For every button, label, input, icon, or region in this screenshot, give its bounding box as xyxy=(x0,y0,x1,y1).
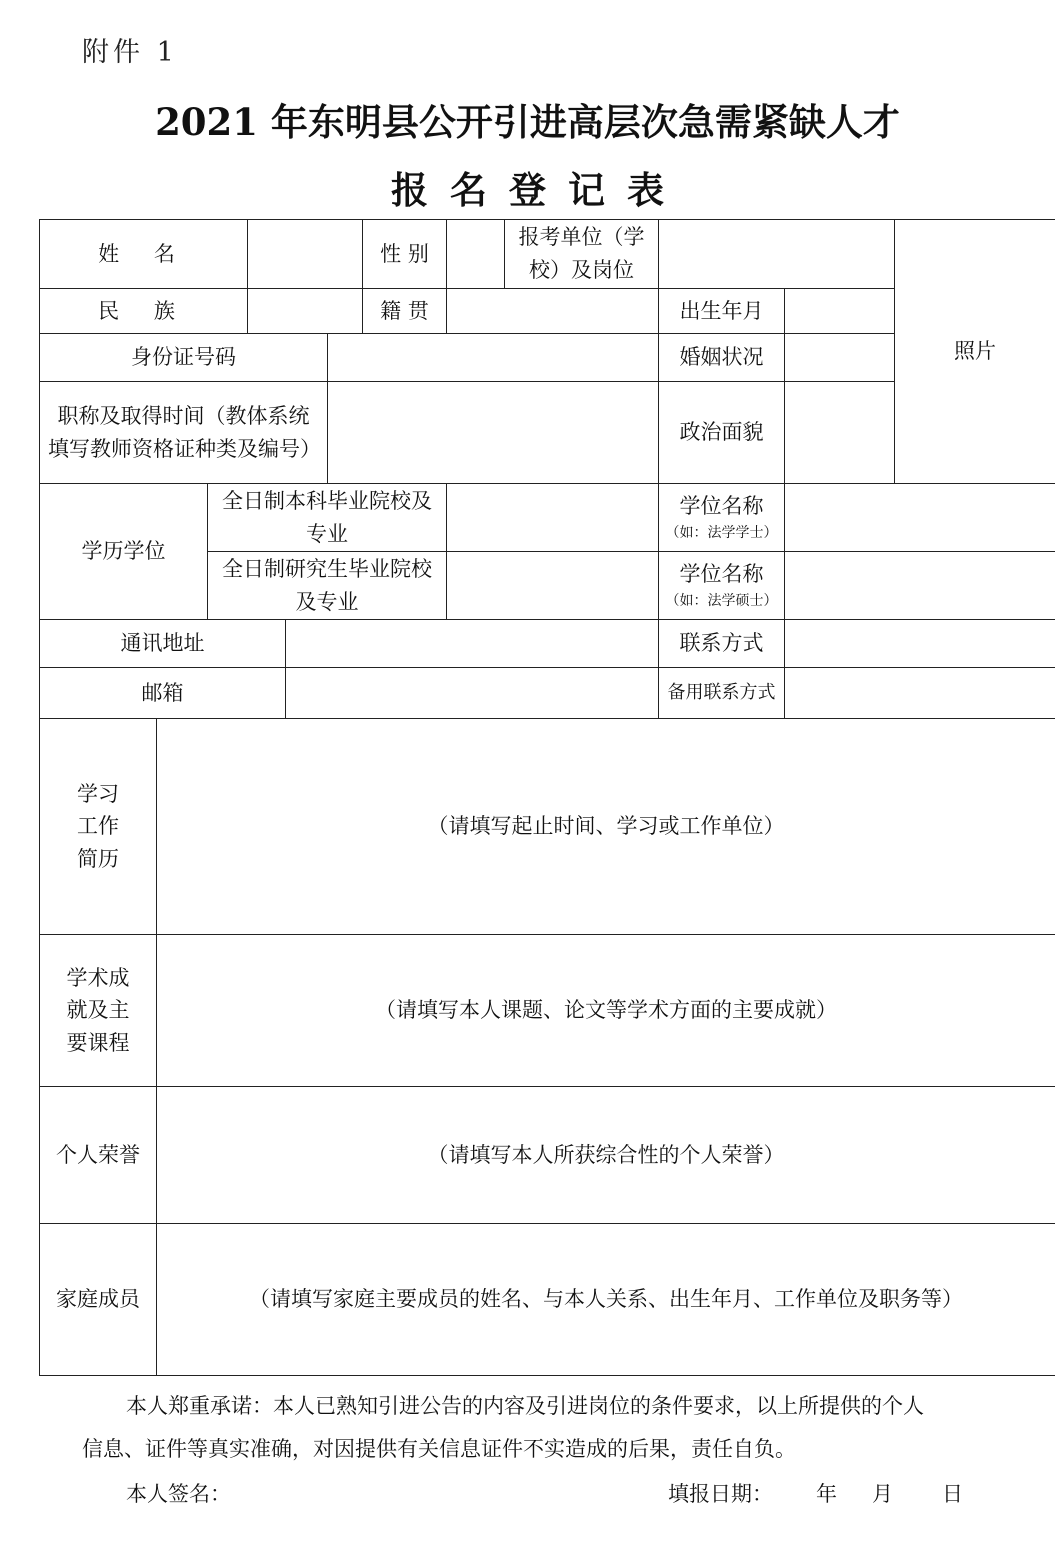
date-label: 填报日期： xyxy=(668,1482,773,1506)
label-id-number: 身份证号码 xyxy=(40,334,328,382)
pledge-line-2: 信息、证件等真实准确，对因提供有关信息证件不实造成的后果，责任自负。 xyxy=(82,1437,796,1461)
label-native-place: 籍 贯 xyxy=(363,289,447,334)
field-alt-contact[interactable] xyxy=(785,668,1055,719)
label-marital: 婚姻状况 xyxy=(659,334,785,382)
label-email: 邮箱 xyxy=(40,668,286,719)
field-honors[interactable]: （请填写本人所获综合性的个人荣誉） xyxy=(157,1087,1055,1224)
label-title-time: 职称及取得时间（教体系统填写教师资格证种类及编号） xyxy=(40,382,328,484)
field-id-number[interactable] xyxy=(328,334,659,382)
year-label: 年 xyxy=(816,1482,837,1506)
field-birth[interactable] xyxy=(785,289,895,334)
field-bachelor[interactable] xyxy=(447,484,659,552)
label-bachelor: 全日制本科毕业院校及专业 xyxy=(208,484,447,552)
field-apply-unit[interactable] xyxy=(659,220,895,289)
field-degree-master[interactable] xyxy=(785,552,1055,620)
field-native-place[interactable] xyxy=(447,289,659,334)
label-honors: 个人荣誉 xyxy=(40,1087,157,1224)
label-degree-bachelor xyxy=(659,484,785,552)
field-graduate[interactable] xyxy=(447,552,659,620)
label-family: 家庭成员 xyxy=(40,1224,157,1376)
degree-name-text: 学位名称 xyxy=(679,494,764,519)
signature-label: 本人签名： xyxy=(126,1482,231,1506)
label-ethnicity: 民 族 xyxy=(40,289,248,334)
form-title: 2021 年东明县公开引进高层次急需紧缺人才 xyxy=(155,100,900,144)
field-family[interactable]: （请填写家庭主要成员的姓名、与本人关系、出生年月、工作单位及职务等） xyxy=(157,1224,1055,1376)
field-contact[interactable] xyxy=(785,620,1055,668)
field-degree-bachelor[interactable] xyxy=(785,484,1055,552)
degree-hint-master: （如：法学硕士） xyxy=(665,592,778,609)
field-ethnicity[interactable] xyxy=(248,289,363,334)
label-resume: 学习工作简历 xyxy=(40,719,157,935)
label-name: 姓 名 xyxy=(40,220,248,289)
label-address: 通讯地址 xyxy=(40,620,286,668)
form-subtitle: 报名登记表 xyxy=(391,168,686,212)
label-gender: 性 别 xyxy=(363,220,447,289)
day-label: 日 xyxy=(942,1482,963,1506)
month-label: 月 xyxy=(872,1482,893,1506)
photo-box[interactable]: 照片 xyxy=(895,220,1055,484)
field-academic[interactable]: （请填写本人课题、论文等学术方面的主要成就） xyxy=(157,935,1055,1087)
degree-name-text: 学位名称 xyxy=(679,562,764,587)
label-degree-master xyxy=(659,552,785,620)
field-name[interactable] xyxy=(248,220,363,289)
label-graduate: 全日制研究生毕业院校及专业 xyxy=(208,552,447,620)
field-title-time[interactable] xyxy=(328,382,659,484)
registration-form-table xyxy=(39,219,1055,1376)
annex-label: 附件 1 xyxy=(82,37,178,68)
pledge-line-1: 本人郑重承诺：本人已熟知引进公告的内容及引进岗位的条件要求，以上所提供的个人 xyxy=(126,1394,924,1418)
label-academic: 学术成就及主要课程 xyxy=(40,935,157,1087)
field-resume[interactable]: （请填写起止时间、学习或工作单位） xyxy=(157,719,1055,935)
degree-hint-bachelor: （如：法学学士） xyxy=(665,524,778,541)
field-gender[interactable] xyxy=(447,220,505,289)
field-marital[interactable] xyxy=(785,334,895,382)
label-political: 政治面貌 xyxy=(659,382,785,484)
field-political[interactable] xyxy=(785,382,895,484)
label-education: 学历学位 xyxy=(40,484,208,620)
label-apply-unit: 报考单位（学校）及岗位 xyxy=(505,220,659,289)
label-alt-contact: 备用联系方式 xyxy=(659,668,785,719)
label-contact: 联系方式 xyxy=(659,620,785,668)
label-birth: 出生年月 xyxy=(659,289,785,334)
field-address[interactable] xyxy=(286,620,659,668)
field-email[interactable] xyxy=(286,668,659,719)
